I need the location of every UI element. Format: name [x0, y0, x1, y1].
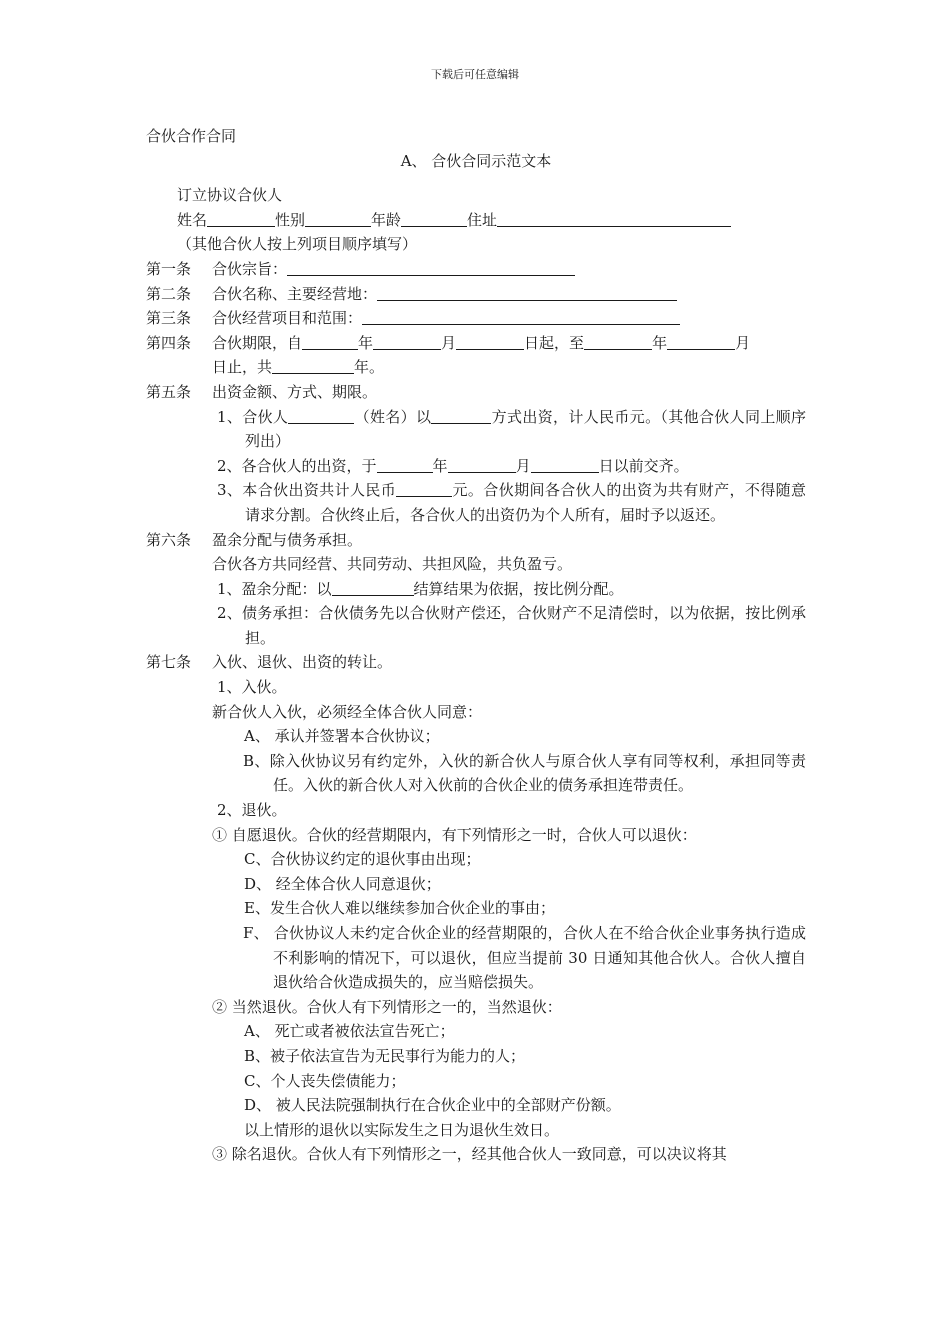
natural-item-d: D、 被人民法院强制执行在合伙企业中的全部财产份额。 — [244, 1096, 621, 1115]
pay-day-blank[interactable] — [531, 455, 599, 473]
item-text: 2、各合伙人的出资，于 — [217, 456, 377, 475]
article-5-item-3 — [146, 478, 806, 527]
admission-item-a: A、 承认并签署本合伙协议； — [244, 727, 440, 746]
article-6-item-2: 2、债务承担：合伙债务先以合伙财产偿还，合伙财产不足清偿时，以为依据，按比例承担。 — [217, 604, 806, 647]
natural-withdrawal: ② 当然退伙。合伙人有下列情形之一的，当然退伙： — [212, 997, 562, 1016]
section-admission: 1、入伙。 — [217, 678, 287, 697]
article-2-number: 第二条 — [146, 284, 192, 303]
article-1-number: 第一条 — [146, 259, 192, 278]
address-blank[interactable] — [497, 209, 731, 227]
end-month-blank[interactable] — [667, 332, 735, 350]
article-4-line-1 — [146, 331, 806, 356]
document-title: 合伙合作合同 — [146, 127, 237, 145]
business-name-blank[interactable] — [377, 283, 677, 301]
document-subtitle: A、 合伙合同示范文本 — [400, 151, 552, 170]
article-1-text: 合伙宗旨： — [212, 259, 288, 278]
voluntary-item-d: D、 经全体合伙人同意退伙； — [244, 874, 441, 893]
month-label: 月 — [735, 333, 751, 352]
start-month-blank[interactable] — [373, 332, 441, 350]
address-label: 住址 — [467, 210, 498, 229]
voluntary-withdrawal: ① 自愿退伙。合伙的经营期限内，有下列情形之一时，合伙人可以退伙： — [212, 825, 697, 844]
article-7-text: 入伙、退伙、出资的转让。 — [212, 653, 393, 672]
contribution-method-blank[interactable] — [431, 406, 491, 424]
admission-item-b: B、除入伙协议另有约定外，入伙的新合伙人与原合伙人享有同等权利，承担同等责任。入伙的新合伙人对入伙前的合伙企业的债务承担连带责任。 — [243, 751, 806, 795]
page-header: 下载后可任意编辑 — [431, 68, 519, 81]
gender-label: 性别 — [275, 210, 306, 229]
age-blank[interactable] — [401, 209, 467, 227]
article-4-text: 合伙期限，自 — [212, 333, 303, 352]
article-5-item-1 — [146, 405, 806, 454]
admission-paragraph: 新合伙人入伙，必须经全体合伙人同意： — [212, 702, 483, 721]
day-from-label: 日起，至 — [524, 333, 585, 352]
voluntary-item-e: E、发生合伙人难以继续参加合伙企业的事由； — [244, 899, 555, 918]
total-capital-blank[interactable] — [396, 479, 452, 497]
name-blank[interactable] — [207, 209, 275, 227]
start-year-blank[interactable] — [302, 332, 358, 350]
intro-heading: 订立协议合伙人 — [177, 186, 283, 205]
expulsion-withdrawal: ③ 除名退伙。合伙人有下列情形之一，经其他合伙人一致同意，可以决议将其 — [212, 1145, 727, 1164]
contract-body — [146, 124, 806, 1167]
year-label: 年 — [358, 333, 374, 352]
business-scope-blank[interactable] — [362, 307, 680, 325]
start-day-blank[interactable] — [456, 332, 524, 350]
article-6-item-1 — [146, 577, 806, 602]
article-5-text: 出资金额、方式、期限。 — [212, 382, 378, 401]
article-1 — [146, 257, 806, 282]
natural-item-b: B、被子依法宣告为无民事行为能力的人； — [244, 1046, 526, 1065]
age-label: 年龄 — [371, 210, 402, 229]
article-7-number: 第七条 — [146, 653, 192, 672]
partner-fields-line — [146, 208, 806, 233]
article-4-number: 第四条 — [146, 333, 192, 352]
natural-item-c: C、个人丧失偿债能力； — [244, 1071, 406, 1090]
item-text: 1、盈余分配：以 — [217, 579, 332, 598]
article-6 — [146, 528, 806, 553]
voluntary-item-c: C、合伙协议约定的退伙事由出现； — [244, 850, 481, 869]
section-withdrawal: 2、退伙。 — [217, 801, 287, 820]
year-label: 年 — [652, 333, 668, 352]
article-2-text: 合伙名称、主要经营地： — [212, 284, 378, 303]
voluntary-item-f: F、 合伙协议人未约定合伙企业的经营期限的，合伙人在不给合伙企业事务执行造成不利影响的情况下，可以退伙，但应当提前 30 日通知其他合伙人。合伙人擅自退伙给合伙造成损失的，应当赔偿损失。 — [243, 924, 806, 992]
purpose-blank[interactable] — [287, 258, 575, 276]
intro-note: （其他合伙人按上列项目顺序填写） — [177, 235, 418, 254]
article-3-text: 合伙经营项目和范围： — [212, 309, 363, 328]
item-text: 1、合伙人 — [217, 407, 289, 426]
item-text: 方式出资，计人民币元。（其他合伙人同上顺序列出） — [245, 407, 806, 451]
item-text: 年 — [432, 456, 448, 475]
end-year-blank[interactable] — [584, 332, 652, 350]
item-text: 3、本合伙出资共计人民币 — [217, 481, 397, 500]
item-text: 日以前交齐。 — [598, 456, 689, 475]
settlement-basis-blank[interactable] — [332, 578, 414, 596]
pay-month-blank[interactable] — [448, 455, 516, 473]
gender-blank[interactable] — [305, 209, 371, 227]
article-5 — [146, 380, 806, 405]
partner-name-blank[interactable] — [288, 406, 354, 424]
article-7 — [146, 650, 806, 675]
natural-effective-note: 以上情形的退伙以实际发生之日为退伙生效日。 — [244, 1120, 560, 1139]
end-day-label: 日止，共 — [212, 358, 273, 377]
article-6-paragraph: 合伙各方共同经营、共同劳动、共担风险，共负盈亏。 — [212, 555, 573, 574]
years-label: 年。 — [354, 358, 385, 377]
article-6-number: 第六条 — [146, 530, 192, 549]
pay-year-blank[interactable] — [377, 455, 433, 473]
item-text: （姓名）以 — [354, 407, 432, 426]
item-text: 结算结果为依据，按比例分配。 — [413, 579, 624, 598]
article-5-item-2 — [146, 454, 806, 479]
article-5-number: 第五条 — [146, 382, 192, 401]
article-3 — [146, 306, 806, 331]
natural-item-a: A、 死亡或者被依法宣告死亡； — [244, 1022, 455, 1041]
total-years-blank[interactable] — [272, 356, 354, 374]
item-text: 元。合伙期间各合伙人的出资为共有财产，不得随意请求分割。合伙终止后，各合伙人的出资仍为个人所有，届时予以返还。 — [245, 481, 806, 524]
name-label: 姓名 — [177, 210, 208, 229]
month-label: 月 — [441, 333, 457, 352]
article-6-text: 盈余分配与债务承担。 — [212, 530, 363, 549]
item-text: 月 — [515, 456, 531, 475]
article-2 — [146, 282, 806, 307]
article-3-number: 第三条 — [146, 309, 192, 328]
article-4-line-2 — [146, 355, 806, 380]
